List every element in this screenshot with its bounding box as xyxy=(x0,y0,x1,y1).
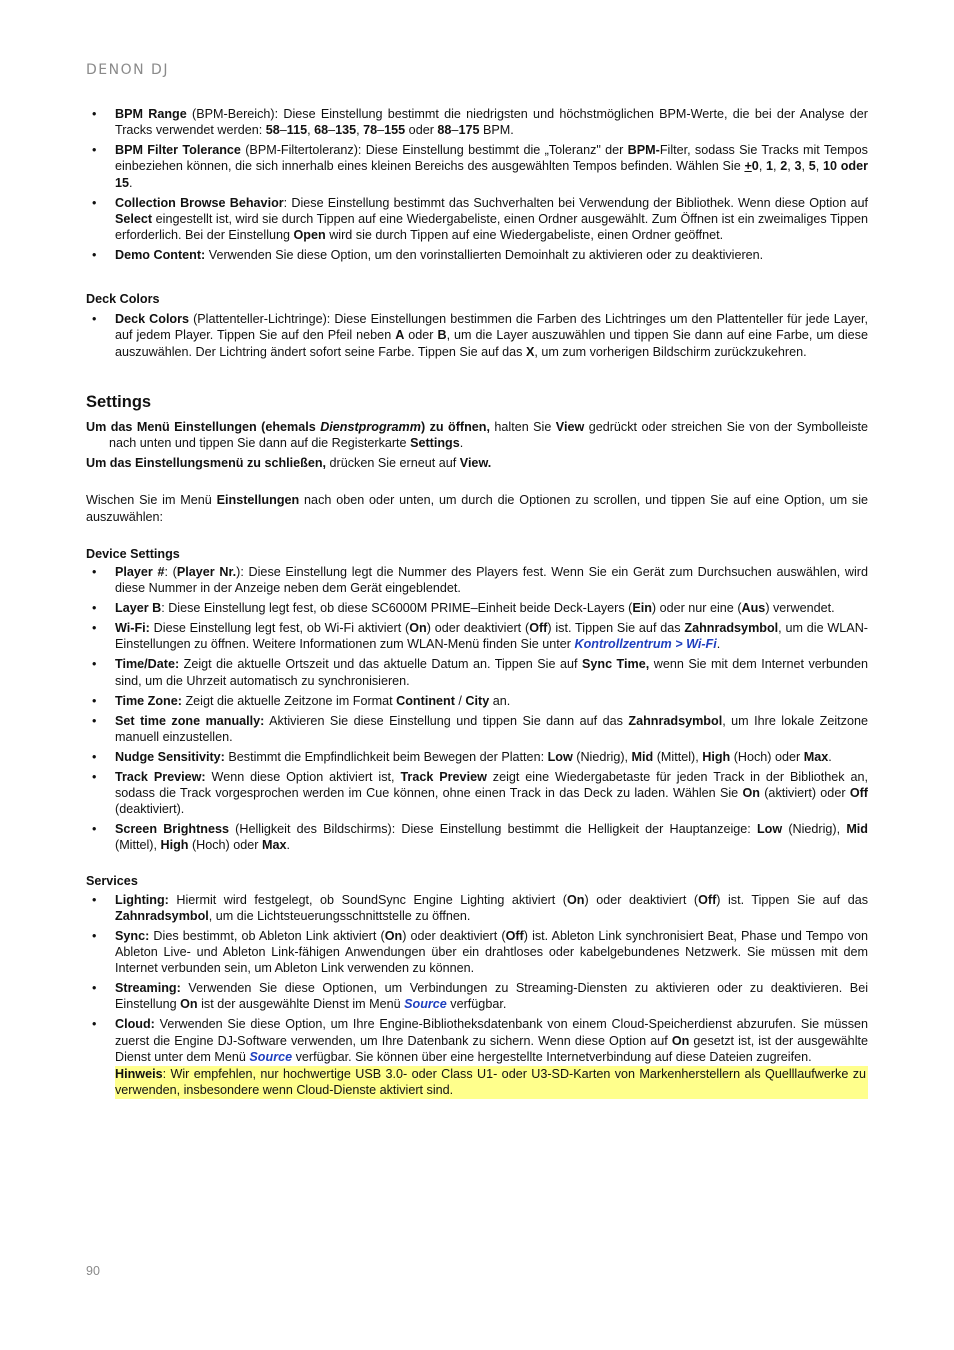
link-source-streaming[interactable]: Source xyxy=(404,997,447,1012)
heading-services: Services xyxy=(86,874,138,889)
list-item-bpm-range: • BPM Range (BPM-Bereich): Diese Einstellung bestimmt die niedrigsten und höchstmöglichen BPM-Werte, die bei der Analyse der Tracks verwendet werden: 58–115, 68–135, 78–155 oder 88–175 BPM. xyxy=(86,106,868,138)
page-number: 90 xyxy=(86,1264,100,1278)
list-item-player-number: • Player #: (Player Nr.): Diese Einstellung legt die Nummer des Players fest. Wenn Sie ein Gerät zum Durchsuchen auswählen, wird diese Nummer in der Anzeige neben dem Gerät eingeblendet. xyxy=(86,564,868,596)
list-item-lighting: • Lighting: Hiermit wird festgelegt, ob SoundSync Engine Lighting aktiviert (On) oder deaktiviert (Off) ist. Tippen Sie auf das Zahnradsymbol, um die Lichtsteuerungsschnittstelle zu öffnen. xyxy=(86,892,868,924)
settings-list-top xyxy=(86,106,868,263)
note-hinweis: Hinweis: Wir empfehlen, nur hochwertige USB 3.0- oder Class U1- oder U3-SD-Karten von Markenherstellern als Quelllaufwerke zu verwenden, insbesondere wenn Cloud-Dienste aktiviert sind. xyxy=(115,1067,866,1098)
device-settings-list xyxy=(86,564,868,854)
list-item-deck-colors: • Deck Colors (Plattenteller-Lichtringe): Diese Einstellungen bestimmen die Farben des Lichtringes um den Plattenteller für jede Layer, auf jedem Player. Tippen Sie auf den Pfeil neben A oder B, um die Layer auszuwählen und tippen Sie dann auf eine Farbe, um diese auszuwählen. Der Lichtring ändert sofort seine Farbe. Tippen Sie auf das X, um zum vorherigen Bildschirm zurückzukehren. xyxy=(86,311,868,360)
list-item-streaming: • Streaming: Verwenden Sie diese Optionen, um Verbindungen zu Streaming-Diensten zu aktivieren oder zu deaktivieren. Bei Einstellung On ist der ausgewählte Dienst im Menü Source verfügbar. xyxy=(86,980,868,1012)
list-item-bpm-filter: • BPM Filter Tolerance (BPM-Filtertoleranz): Diese Einstellung bestimmt die „Toleranz" der BPM-Filter, sodass Sie Tracks mit Tempos einbeziehen können, die sich innerhalb eines kleinen Bereichs des ausgewählten Tempos befinden. Wählen Sie +0, 1, 2, 3, 5, 10 oder 15. xyxy=(86,142,868,191)
list-item-collection-browse: • Collection Browse Behavior: Diese Einstellung bestimmt das Suchverhalten bei Verwendung der Bibliothek. Wenn diese Option auf Select eingestellt ist, wird sie durch Tippen auf eine Wiedergabeliste, einen Ordner ausgewählt. Zum Öffnen ist ein zweimaliges Tippen erforderlich. Bei der Einstellung Open wird sie durch Tippen auf eine Wiedergabeliste, einen Ordner geöffnet. xyxy=(86,195,868,244)
list-item-time-zone: • Time Zone: Zeigt die aktuelle Zeitzone im Format Continent / City an. xyxy=(86,693,868,709)
list-item-cloud: • Cloud: Verwenden Sie diese Option, um Ihre Engine-Bibliotheksdatenbank von einem Cloud-Speicherdienst abzurufen. Sie müssen zuerst die Engine DJ-Software verwenden, um Ihre Datenbank zu sichern. Wenn diese Option auf On gesetzt ist, ist der ausgewählte Dienst unter dem Menü Source verfügbar. Sie können über eine hergestellte Internetverbindung auf diese Dateien zugreifen. xyxy=(86,1016,868,1065)
list-item-demo-content: • Demo Content: Verwenden Sie diese Option, um den vorinstallierten Demoinhalt zu aktivieren oder zu deaktivieren. xyxy=(86,247,868,263)
list-item-sync: • Sync: Dies bestimmt, ob Ableton Link aktiviert (On) oder deaktiviert (Off) ist. Ableton Link synchronisiert Beat, Phase und Tempo von Ableton Live- und Ableton Link-fähigen Anwendungen über ein drahtloses oder kabelgebundenes Netzwerk. Sie müssen mit dem Internet verbunden sein, um Ableton Link verwenden zu können. xyxy=(86,928,868,977)
settings-intro: Wischen Sie im Menü Einstellungen nach oben oder unten, um durch die Optionen zu scrollen, und tippen Sie auf eine Option, um sie auszuwählen: xyxy=(86,493,868,524)
heading-deck-colors: Deck Colors xyxy=(86,292,160,307)
link-source-cloud[interactable]: Source xyxy=(249,1049,293,1064)
settings-close-instructions: Um das Einstellungsmenü zu schließen, drücken Sie erneut auf View. xyxy=(86,456,492,471)
list-item-layer-b: • Layer B: Diese Einstellung legt fest, ob diese SC6000M PRIME–Einheit beide Deck-Layers (Ein) oder nur eine (Aus) verwendet. xyxy=(86,600,868,616)
list-item-track-preview: • Track Preview: Wenn diese Option aktiviert ist, Track Preview zeigt eine Wiedergabetaste für jeden Track in der Bibliothek an, sodass die Track vorgesprochen werden im Cue können, ohne einen Track in das Deck zu laden. Wählen Sie On (aktiviert) oder Off (deaktiviert). xyxy=(86,769,868,818)
link-kontrollzentrum-wifi[interactable]: Kontrollzentrum > Wi-Fi xyxy=(574,637,717,652)
page-content xyxy=(86,106,868,1099)
heading-settings: Settings xyxy=(86,392,152,411)
heading-device-settings: Device Settings xyxy=(86,546,180,561)
list-item-time-date: • Time/Date: Zeigt die aktuelle Ortszeit und das aktuelle Datum an. Tippen Sie auf Sync Time, wenn Sie mit dem Internet verbunden sind, um die Uhrzeit automatisch zu synchronisieren. xyxy=(86,656,868,688)
list-item-screen-brightness: • Screen Brightness (Helligkeit des Bildschirms): Diese Einstellung bestimmt die Helligkeit der Hauptanzeige: Low (Niedrig), Mid (Mittel), High (Hoch) oder Max. xyxy=(86,821,868,853)
list-item-nudge-sensitivity: • Nudge Sensitivity: Bestimmt die Empfindlichkeit beim Bewegen der Platten: Low (Niedrig), Mid (Mittel), High (Hoch) oder Max. xyxy=(86,749,868,765)
list-item-set-time-zone: • Set time zone manually: Aktivieren Sie diese Einstellung und tippen Sie dann auf das Zahnradsymbol, um Ihre lokale Zeitzone manuell einzustellen. xyxy=(86,713,868,745)
settings-open-instructions: Um das Menü Einstellungen (ehemals Dienstprogramm) zu öffnen, halten Sie View gedrückt oder streichen Sie von der Symbolleiste nach unten und tippen Sie dann auf die Registerkarte Settings. xyxy=(86,419,868,451)
brand-logo: DENON DJ xyxy=(86,62,169,78)
services-list xyxy=(86,892,868,1065)
deck-colors-list xyxy=(86,311,868,360)
list-item-wifi: • Wi-Fi: Diese Einstellung legt fest, ob Wi-Fi aktiviert (On) oder deaktiviert (Off) ist. Tippen Sie auf das Zahnradsymbol, um die WLAN-Einstellungen zu öffnen. Weitere Informationen zum WLAN-Menü finden Sie unter Kontrollzentrum > Wi-Fi. xyxy=(86,620,868,652)
